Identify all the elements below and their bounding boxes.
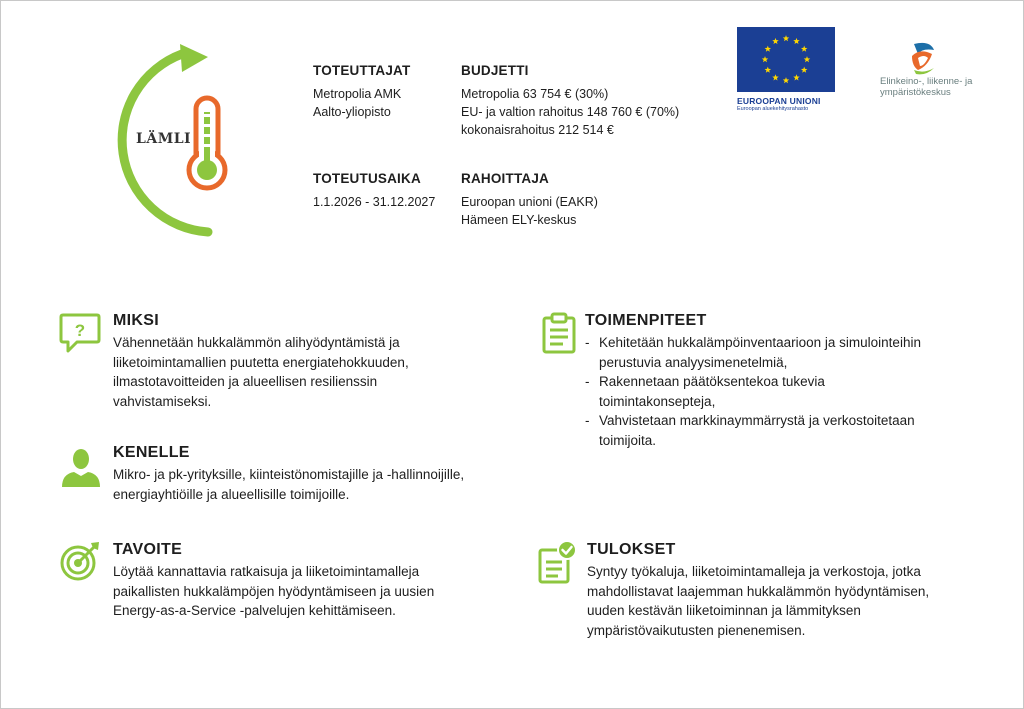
section-line: Syntyy työkaluja, liiketoimintamalleja ja verkostoja, jotka (587, 564, 921, 579)
section-title: TOIMENPITEET (585, 312, 707, 329)
section-line: Mikro- ja pk-yrityksille, kiinteistönomistajille ja -hallinnoijille, (113, 467, 465, 482)
list-item (585, 411, 921, 450)
eu-title: EUROOPAN UNIONI (737, 96, 821, 106)
list-item (585, 333, 921, 372)
section-line: Kehitetään hukkalämpöinventaarioon ja simulointeihin (599, 335, 921, 350)
list-item (585, 372, 921, 411)
ely-name (880, 76, 972, 98)
info-rahoittaja (461, 170, 598, 229)
clipboard-icon (541, 312, 577, 354)
section-line: ilmastotavoitteiden ja alueellisen resilienssin (113, 374, 378, 389)
info-line: Metropolia AMK (313, 87, 402, 101)
section-line: energiayhtiöille ja alueellisille toimijoille. (113, 486, 350, 502)
section-line: perustuvia analyysimenetelmiä, (599, 354, 788, 370)
section-line: Vahvistetaan markkinaymmärrystä ja verkostoitetaan (599, 413, 915, 428)
section-line: vahvistamiseksi. (113, 393, 212, 409)
info-line: Hämeen ELY-keskus (461, 213, 577, 227)
info-line: Metropolia 63 754 € (30%) (461, 87, 609, 101)
section-toimenpiteet (585, 312, 921, 450)
logo-title: LÄMLI (136, 131, 192, 147)
section-line: liiketoimintamallien puutetta energiatehokkuuden, (113, 354, 409, 370)
info-line: Aalto-yliopisto (313, 105, 391, 119)
ely-line: Elinkeino-, liikenne- ja (880, 76, 973, 87)
bullet-dash: - (585, 374, 590, 389)
section-line: toimijoita. (599, 432, 657, 448)
thermometer-icon (189, 98, 225, 188)
ely-line: ympäristökeskus (880, 87, 951, 98)
info-line: 1.1.2026 - 31.12.2027 (313, 195, 436, 209)
section-line: Rakennetaan päätöksentekoa tukevia (599, 374, 825, 389)
info-line: Euroopan unioni (EAKR) (461, 195, 598, 209)
info-toteutusaika (313, 170, 435, 211)
section-miksi (113, 312, 409, 411)
section-kenelle (113, 444, 464, 504)
info-heading: BUDJETTI (461, 63, 529, 78)
section-title: KENELLE (113, 444, 190, 461)
section-line: Energy-as-a-Service -palvelujen kehittämiseen. (113, 603, 396, 618)
checklist-icon (538, 540, 578, 584)
arrow-head-icon (180, 44, 208, 72)
info-line: EU- ja valtion rahoitus 148 760 € (70%) (461, 105, 680, 119)
section-title: MIKSI (113, 312, 159, 329)
info-line: kokonaisrahoitus 212 514 € (461, 123, 614, 137)
svg-text:?: ? (74, 321, 86, 340)
section-tavoite (113, 541, 434, 621)
section-line: mahdollistavat laajemman hukkalämmön hyödyntämisen, (587, 583, 930, 599)
info-toteuttajat (313, 62, 410, 121)
eu-flag-icon (737, 27, 835, 92)
person-icon (60, 446, 102, 488)
section-line: toimintakonsepteja, (599, 393, 716, 409)
info-heading: TOTEUTUSAIKA (313, 171, 421, 186)
ely-logo-icon (908, 40, 938, 76)
section-title: TAVOITE (113, 541, 183, 558)
bullet-dash: - (585, 335, 590, 350)
section-tulokset (587, 541, 929, 640)
section-line: uuden kestävän liiketoiminnan ja lämmityksen (587, 603, 861, 618)
target-icon (59, 540, 101, 582)
section-line: ympäristövaikutusten pienenemisen. (587, 622, 806, 638)
section-line: paikallisten hukkalämpöjen hyödyntämiseen ja uusien (113, 583, 435, 599)
info-budjetti (461, 62, 679, 139)
section-title: TULOKSET (587, 541, 676, 558)
section-line: Löytää kannattavia ratkaisuja ja liiketoimintamalleja (113, 564, 420, 579)
section-line: Vähennetään hukkalämmön alihyödyntämistä ja (113, 335, 400, 350)
info-heading: TOTEUTTAJAT (313, 63, 411, 78)
eu-subtitle: Euroopan aluekehitysrahasto (737, 106, 809, 112)
bullet-dash: - (585, 413, 590, 428)
question-bubble-icon (59, 312, 101, 356)
info-heading: RAHOITTAJA (461, 171, 549, 186)
